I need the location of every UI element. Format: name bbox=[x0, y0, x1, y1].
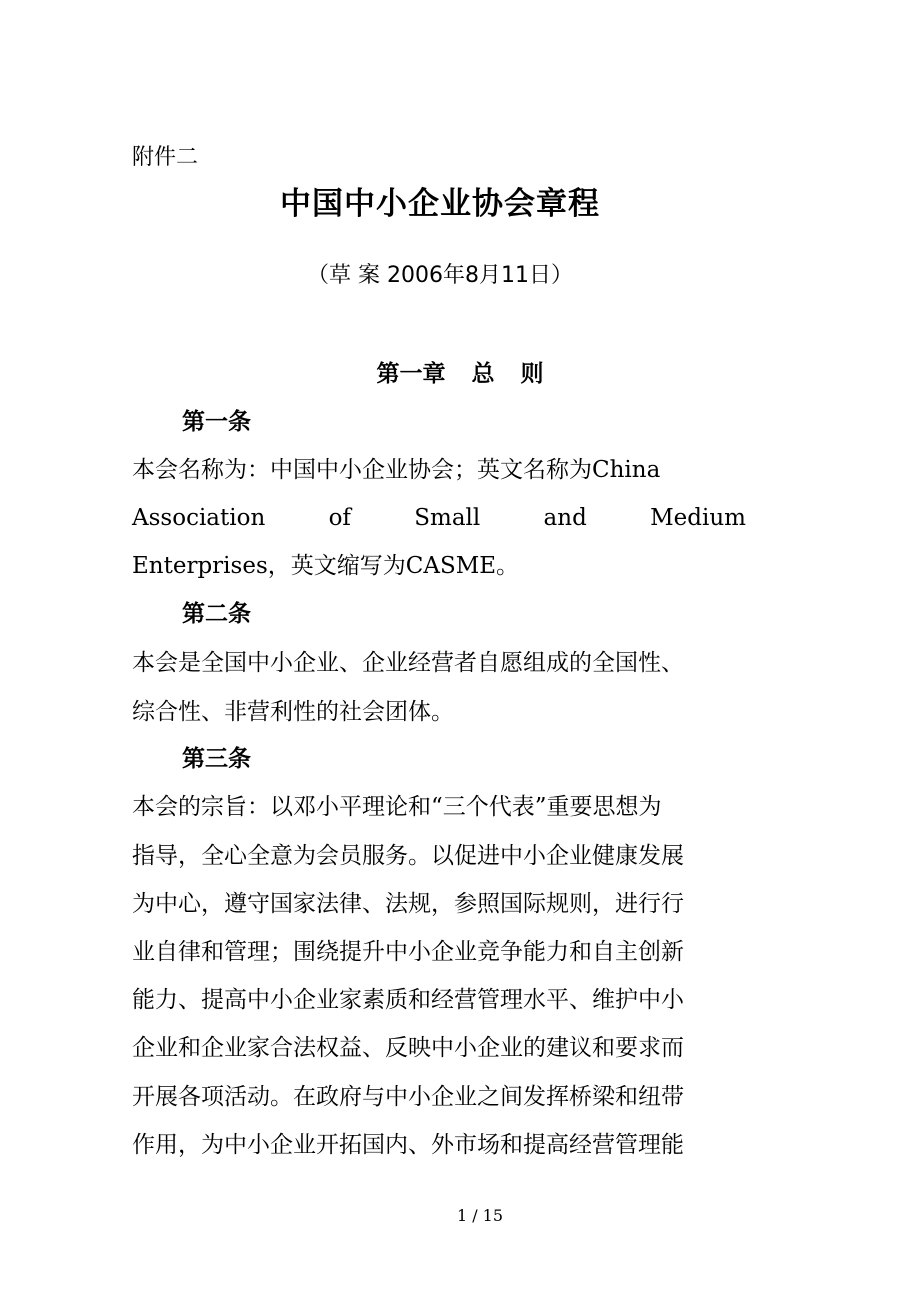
justified-line bbox=[132, 501, 746, 535]
article-heading: 第三条 bbox=[182, 745, 251, 772]
attachment-label: 附件二 bbox=[132, 145, 199, 170]
body-line: Enterprises，英文缩写为CASME。 bbox=[132, 553, 520, 579]
body-line: 本会名称为：中国中小企业协会；英文名称为China bbox=[132, 457, 661, 483]
body-line: 本会的宗旨：以邓小平理论和“三个代表”重要思想为 bbox=[132, 794, 662, 820]
draft-note: （草 案 2006年8月11日） bbox=[307, 263, 573, 288]
word: Medium bbox=[650, 505, 746, 531]
document-title: 中国中小企业协会章程 bbox=[280, 186, 600, 222]
article-heading: 第一条 bbox=[182, 408, 251, 435]
word: and bbox=[543, 505, 587, 531]
body-line: 作用，为中小企业开拓国内、外市场和提高经营管理能 bbox=[132, 1132, 684, 1158]
word: Association bbox=[132, 505, 266, 531]
body-line: 指导，全心全意为会员服务。以促进中小企业健康发展 bbox=[132, 843, 684, 869]
body-line: 本会是全国中小企业、企业经营者自愿组成的全国性、 bbox=[132, 650, 684, 676]
word: of bbox=[328, 505, 351, 531]
body-line: 企业和企业家合法权益、反映中小企业的建议和要求而 bbox=[132, 1035, 684, 1061]
body-line: 能力、提高中小企业家素质和经营管理水平、维护中小 bbox=[132, 987, 684, 1013]
body-line: 综合性、非营利性的社会团体。 bbox=[132, 699, 454, 725]
article-heading: 第二条 bbox=[182, 600, 251, 627]
word: Small bbox=[414, 505, 481, 531]
body-line: 业自律和管理；围绕提升中小企业竞争能力和自主创新 bbox=[132, 939, 684, 965]
page-number: 1 / 15 bbox=[456, 1206, 504, 1225]
body-line: 为中心，遵守国家法律、法规，参照国际规则，进行行 bbox=[132, 891, 684, 917]
body-line: 开展各项活动。在政府与中小企业之间发挥桥梁和纽带 bbox=[132, 1084, 684, 1110]
chapter-heading: 第一章 总 则 bbox=[376, 360, 544, 387]
